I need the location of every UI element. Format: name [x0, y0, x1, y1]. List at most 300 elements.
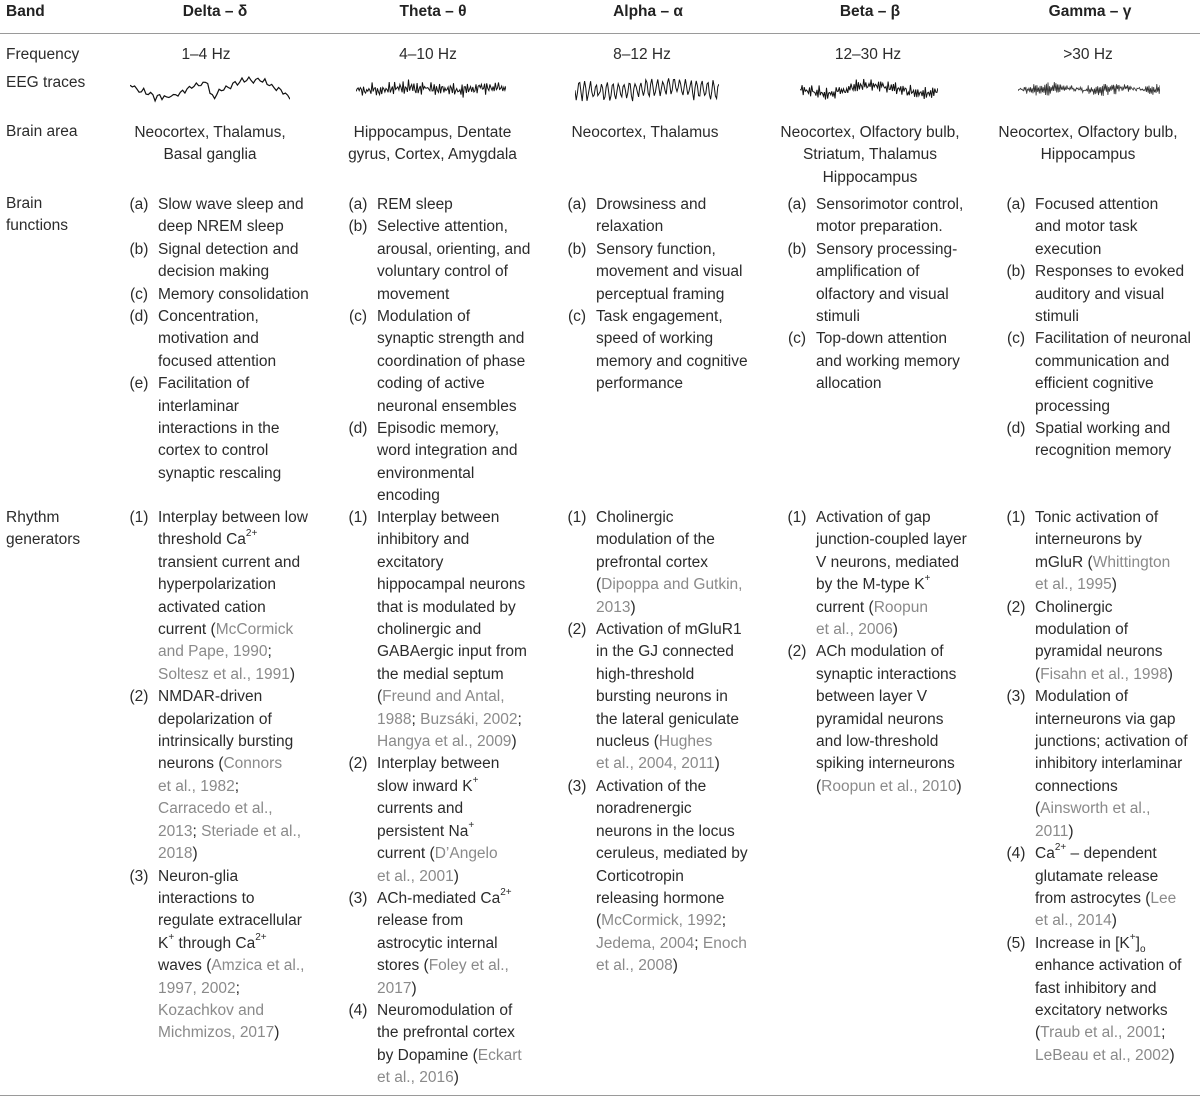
text-run: ): [192, 845, 198, 863]
text-run: +: [472, 774, 479, 786]
text-run: NMDAR-driven: [158, 688, 263, 706]
item-line: motivation and: [158, 330, 259, 348]
item-line: [596, 866, 762, 888]
item-marker: (d): [1006, 420, 1026, 438]
citation-link[interactable]: Whittington: [1092, 553, 1171, 571]
generators-delta: [126, 507, 324, 1045]
item-marker: (b): [129, 240, 149, 258]
functions-alpha: [564, 194, 762, 396]
item-line: coding of active: [377, 375, 485, 393]
item-line: perceptual framing: [596, 285, 725, 303]
brain-area-theta: [325, 122, 540, 167]
text-run: K: [158, 934, 169, 952]
item-line: Modulation of: [377, 308, 471, 326]
item-marker: (4): [348, 1001, 368, 1019]
text-run: threshold Ca: [158, 531, 246, 549]
item-line: [377, 552, 543, 574]
generator-item: [564, 776, 762, 978]
text-run: Neuromodulation of: [377, 1001, 513, 1019]
brain-area-delta: [110, 122, 310, 167]
text-run: ACh-mediated Ca: [377, 889, 501, 907]
item-line: [1035, 798, 1200, 820]
text-run: ): [714, 755, 720, 773]
text-run: Cholinergic: [596, 509, 674, 526]
citation-link[interactable]: 2011: [1035, 822, 1069, 840]
generator-item: [784, 641, 982, 798]
item-line: [1035, 619, 1200, 641]
item-line: [1035, 933, 1200, 955]
text-run: Activation of the: [596, 777, 707, 795]
function-item: [784, 328, 982, 395]
text-run: pyramidal neurons: [1035, 643, 1163, 661]
item-line: Sensory function,: [596, 240, 716, 258]
citation-link[interactable]: McCormick: [215, 621, 294, 639]
function-item: [784, 239, 982, 329]
generator-item: [126, 866, 324, 1045]
item-line: movement and visual: [596, 263, 743, 281]
citation-link[interactable]: LeBeau et al., 2002: [1035, 1046, 1170, 1064]
generator-item: [1003, 597, 1200, 687]
text-run: neurons in the locus: [596, 822, 735, 840]
item-line: [1035, 955, 1200, 977]
item-line: [596, 955, 762, 977]
item-line: [158, 1000, 324, 1022]
text-run: +: [1129, 931, 1136, 943]
text-run: spiking interneurons: [816, 755, 955, 773]
citation-link[interactable]: 2017: [377, 979, 412, 997]
text-run: slow inward K: [377, 777, 473, 795]
text-run: ;: [517, 710, 522, 728]
text-run: Neuron-glia: [158, 867, 239, 885]
item-line: Selective attention,: [377, 218, 508, 236]
item-line: [816, 686, 982, 708]
item-line: Sensory processing-: [816, 240, 958, 258]
text-run: o: [1139, 943, 1146, 955]
item-line: encoding: [377, 487, 440, 505]
item-line: [377, 1045, 543, 1067]
item-marker: (3): [129, 867, 149, 885]
text-run: ): [1111, 576, 1117, 594]
generator-item: [784, 507, 982, 641]
citation-link[interactable]: 2013: [158, 822, 193, 840]
item-line: word integration and: [377, 442, 518, 460]
text-run: (: [816, 777, 822, 795]
item-line: Sensorimotor control,: [816, 196, 964, 213]
item-line: [596, 910, 762, 932]
eeg-trace-beta: [800, 66, 938, 112]
citation-link[interactable]: et al., 2016: [377, 1069, 454, 1087]
citation-link[interactable]: Soltesz et al., 1991: [158, 665, 290, 683]
citation-link[interactable]: Lee: [1150, 889, 1177, 907]
text-run: modulation of the: [596, 531, 715, 549]
item-line: relaxation: [596, 218, 664, 236]
generator-item: [345, 888, 543, 1000]
text-run: ): [1068, 822, 1074, 840]
generator-item: [345, 507, 543, 753]
item-marker: (1): [348, 509, 368, 526]
item-line: [158, 709, 324, 731]
citation-link[interactable]: 2018: [158, 845, 193, 863]
frequency-delta: 1–4 Hz: [181, 46, 231, 63]
item-line: [596, 709, 762, 731]
citation-link[interactable]: and Pape, 1990: [158, 643, 268, 661]
item-line: [596, 821, 762, 843]
item-line: [1035, 1000, 1200, 1022]
text-run: – dependent: [1066, 845, 1157, 863]
item-line: efficient cognitive: [1035, 375, 1154, 393]
function-item: [1003, 328, 1200, 418]
item-line: Signal detection and: [158, 240, 299, 258]
item-line: [1035, 709, 1200, 731]
item-marker: (1): [1006, 509, 1026, 526]
item-marker: (c): [567, 308, 587, 326]
item-line: [158, 664, 324, 686]
item-marker: (b): [787, 240, 807, 258]
generator-item: [1003, 933, 1200, 1067]
item-line: recognition memory: [1035, 442, 1172, 460]
citation-link[interactable]: et al., 2006: [816, 621, 893, 639]
citation-link[interactable]: Kozachkov and: [158, 1001, 264, 1019]
item-line: [377, 910, 543, 932]
item-line: [596, 619, 762, 641]
citation-link[interactable]: et al., 1995: [1035, 576, 1112, 594]
eeg-trace-gamma: [1018, 66, 1160, 112]
citation-link[interactable]: Dipoppa and Gutkin,: [601, 576, 743, 594]
text-run: ): [511, 733, 517, 751]
item-marker: (c): [787, 330, 807, 348]
item-line: speed of working: [596, 330, 714, 348]
item-line: [596, 843, 762, 865]
citation-link[interactable]: D’Angelo: [434, 845, 498, 863]
citation-link[interactable]: Traub et al., 2001: [1040, 1024, 1162, 1042]
text-run: ;: [235, 979, 240, 997]
item-marker: (a): [129, 196, 149, 213]
item-line: Task engagement,: [596, 308, 723, 326]
text-run: ;: [721, 912, 727, 930]
text-run: enhance activation of: [1035, 957, 1182, 975]
citation-link[interactable]: Enoch: [702, 934, 747, 952]
eeg-trace-alpha: [575, 66, 719, 112]
citation-link[interactable]: Roopun: [873, 598, 929, 616]
item-line: stimuli: [816, 308, 860, 326]
item-line: [596, 507, 762, 529]
function-item: [345, 306, 543, 418]
functions-delta: [126, 194, 324, 485]
citation-link[interactable]: Roopun et al., 2010: [821, 777, 957, 795]
item-line: [377, 776, 543, 798]
brain-area-line: Neocortex, Thalamus: [571, 124, 719, 141]
item-line: [596, 798, 762, 820]
text-run: ceruleus, mediated by: [596, 845, 748, 863]
text-run: current (: [377, 845, 435, 863]
item-line: [596, 597, 762, 619]
citation-link[interactable]: Ainsworth et al.,: [1040, 800, 1151, 818]
text-run: activated cation: [158, 598, 266, 616]
item-line: [158, 507, 324, 529]
row-label-functions-line-2: functions: [6, 217, 69, 235]
text-run: hyperpolarization: [158, 576, 277, 594]
header-alpha: Alpha – α: [613, 3, 683, 20]
function-item: [126, 239, 324, 284]
citation-link[interactable]: Hangya et al., 2009: [377, 733, 512, 751]
text-run: glutamate release: [1035, 867, 1159, 885]
citation-link[interactable]: et al., 2001: [377, 867, 454, 885]
text-run: ;: [694, 934, 703, 952]
item-line: [158, 1022, 324, 1044]
citation-link[interactable]: Amzica et al.,: [211, 957, 305, 975]
frequency-beta: 12–30 Hz: [834, 46, 902, 63]
citation-link[interactable]: Eckart: [477, 1046, 522, 1064]
item-marker: (2): [348, 755, 368, 773]
item-line: auditory and visual: [1035, 285, 1165, 303]
text-run: (: [1035, 800, 1041, 818]
item-marker: (5): [1006, 934, 1026, 952]
brain-area-beta: [760, 122, 980, 189]
text-run: fast inhibitory and: [1035, 979, 1157, 997]
item-marker: (1): [787, 509, 807, 526]
item-marker: (2): [1006, 598, 1026, 616]
item-line: [377, 1022, 543, 1044]
text-run: mGluR (: [1035, 553, 1093, 571]
generators-theta: [345, 507, 543, 1090]
text-run: ): [274, 1024, 280, 1042]
citation-link[interactable]: 1988: [377, 710, 412, 728]
item-line: stimuli: [1035, 308, 1079, 326]
item-line: [158, 597, 324, 619]
item-line: [377, 597, 543, 619]
functions-beta: [784, 194, 982, 396]
citation-link[interactable]: 1997, 2002: [158, 979, 236, 997]
text-run: the prefrontal cortex: [377, 1024, 515, 1042]
text-run: ;: [192, 822, 202, 840]
text-run: ): [672, 957, 678, 975]
item-line: communication and: [1035, 352, 1170, 370]
item-line: [377, 574, 543, 596]
item-line: [158, 955, 324, 977]
generator-item: [1003, 843, 1200, 933]
text-run: modulation of: [1035, 621, 1129, 639]
text-run: synaptic interactions: [816, 665, 957, 683]
text-run: cholinergic and: [377, 621, 482, 639]
citation-link[interactable]: et al., 2004, 2011: [596, 755, 715, 773]
item-line: [596, 933, 762, 955]
item-line: cortex to control: [158, 442, 269, 460]
text-run: ): [1169, 1046, 1175, 1064]
row-label-frequency: Frequency: [6, 46, 80, 63]
brain-area-line: Neocortex, Olfactory bulb,: [998, 124, 1178, 141]
item-marker: (c): [1006, 330, 1026, 348]
item-marker: (3): [1006, 688, 1026, 706]
text-run: excitatory networks: [1035, 1001, 1168, 1019]
item-line: [158, 866, 324, 888]
text-run: connections: [1035, 777, 1118, 795]
item-line: [596, 686, 762, 708]
item-marker: (b): [567, 240, 587, 258]
item-line: olfactory and visual: [816, 285, 949, 303]
text-run: (: [1035, 1024, 1041, 1042]
text-run: noradrenergic: [596, 800, 692, 818]
item-line: interactions in the: [158, 420, 280, 438]
text-run: prefrontal cortex: [596, 553, 708, 571]
item-line: [1035, 641, 1200, 663]
item-line: [1035, 597, 1200, 619]
item-marker: (c): [348, 308, 368, 326]
citation-link[interactable]: Carracedo et al.,: [158, 800, 273, 818]
function-item: [564, 239, 762, 306]
text-run: Ca: [1035, 845, 1055, 863]
citation-link[interactable]: Hughes: [658, 733, 713, 751]
item-line: [158, 529, 324, 551]
citation-link[interactable]: Buzsáki, 2002: [420, 710, 518, 728]
item-line: [158, 641, 324, 663]
brain-area-gamma: [978, 122, 1198, 167]
function-item: [126, 284, 324, 306]
item-line: [596, 529, 762, 551]
text-run: ;: [234, 777, 240, 795]
frequency-alpha: 8–12 Hz: [613, 46, 671, 63]
row-label-generators-line-2: generators: [6, 531, 81, 549]
header-band: Band: [6, 3, 45, 20]
item-line: [158, 933, 324, 955]
item-line: [158, 978, 324, 1000]
item-marker: (e): [129, 375, 149, 393]
item-marker: (3): [348, 889, 368, 907]
text-run: 2+: [255, 931, 267, 943]
generator-item: [126, 686, 324, 865]
item-line: [158, 619, 324, 641]
text-run: Interplay between low: [158, 509, 308, 526]
item-line: [816, 641, 982, 663]
text-run: hippocampal neurons: [377, 576, 526, 594]
row-label-functions-line-1: Brain: [6, 195, 43, 212]
text-run: nucleus (: [596, 733, 659, 751]
item-line: Facilitation of neuronal: [1035, 330, 1191, 348]
item-line: Memory consolidation: [158, 285, 309, 303]
function-item: [126, 194, 324, 239]
citation-link[interactable]: et al., 2008: [596, 957, 673, 975]
text-run: releasing hormone: [596, 889, 725, 907]
text-run: ]: [1135, 934, 1140, 952]
text-run: Interplay between: [377, 509, 500, 526]
item-line: [1035, 978, 1200, 1000]
item-line: Focused attention: [1035, 196, 1159, 213]
item-line: Drowsiness and: [596, 196, 707, 213]
citation-link[interactable]: 2013: [596, 598, 631, 616]
text-run: from astrocytes (: [1035, 889, 1151, 907]
text-run: ): [956, 777, 962, 795]
item-line: memory and cognitive: [596, 352, 748, 370]
citation-link[interactable]: Fisahn et al., 1998: [1040, 665, 1168, 683]
text-run: current (: [158, 621, 216, 639]
item-marker: (4): [1006, 845, 1026, 863]
text-run: between layer V: [816, 688, 928, 706]
citation-link[interactable]: Freund and Antal,: [382, 688, 505, 706]
function-item: [345, 418, 543, 508]
item-marker: (1): [567, 509, 587, 526]
item-line: [1035, 686, 1200, 708]
citation-link[interactable]: et al., 2014: [1035, 912, 1112, 930]
text-run: that is modulated by: [377, 598, 516, 616]
text-run: ): [453, 867, 459, 885]
text-run: astrocytic internal: [377, 934, 498, 952]
frequency-gamma: >30 Hz: [1063, 46, 1113, 63]
generator-item: [564, 507, 762, 619]
generator-item: [345, 753, 543, 887]
text-run: release from: [377, 912, 464, 930]
text-run: by the M-type K: [816, 576, 925, 594]
item-line: [1035, 910, 1200, 932]
text-run: currents and: [377, 800, 464, 818]
text-run: Interplay between: [377, 755, 500, 773]
item-line: [377, 933, 543, 955]
item-marker: (1): [129, 509, 149, 526]
text-run: waves (: [158, 957, 212, 975]
text-run: ;: [267, 643, 272, 661]
citation-link[interactable]: Connors: [223, 755, 283, 773]
item-line: Responses to evoked: [1035, 263, 1185, 281]
item-line: [596, 641, 762, 663]
text-run: interneurons by: [1035, 531, 1142, 549]
item-line: motor preparation.: [816, 218, 943, 236]
citation-link[interactable]: Steriade et al.,: [201, 822, 302, 840]
citation-link[interactable]: Jedema, 2004: [596, 934, 695, 952]
generator-item: [126, 507, 324, 686]
item-line: [816, 619, 982, 641]
text-run: +: [168, 931, 175, 943]
text-run: in the GJ connected: [596, 643, 734, 661]
text-run: Increase in [K: [1035, 934, 1130, 952]
item-line: [158, 776, 324, 798]
header-rule: [0, 33, 1200, 34]
text-run: junction-coupled layer: [816, 531, 967, 549]
generator-item: [1003, 507, 1200, 597]
item-line: [377, 1000, 543, 1022]
text-run: ): [1167, 665, 1173, 683]
brain-area-line: Hippocampus: [822, 168, 918, 186]
text-run: bursting neurons in: [596, 688, 728, 706]
text-run: interneurons via gap: [1035, 710, 1176, 728]
citation-link[interactable]: Foley et al.,: [428, 957, 509, 975]
citation-link[interactable]: Michmizos, 2017: [158, 1024, 275, 1042]
text-run: the medial septum: [377, 665, 504, 683]
brain-area-line: Basal ganglia: [163, 146, 257, 164]
item-line: [816, 574, 982, 596]
item-line: [158, 821, 324, 843]
citation-link[interactable]: McCormick, 1992: [601, 912, 722, 930]
functions-gamma: [1003, 194, 1200, 463]
item-line: [816, 753, 982, 775]
item-marker: (d): [348, 420, 368, 438]
item-line: [377, 641, 543, 663]
item-line: [816, 507, 982, 529]
item-line: [816, 709, 982, 731]
item-line: [596, 552, 762, 574]
item-line: [1035, 821, 1200, 843]
item-line: [596, 888, 762, 910]
generator-item: [1003, 686, 1200, 843]
text-run: ACh modulation of: [816, 643, 944, 661]
item-line: environmental: [377, 464, 475, 482]
item-line: Slow wave sleep and: [158, 196, 304, 213]
bottom-rule: [0, 1095, 1200, 1096]
item-line: movement: [377, 285, 450, 303]
item-line: allocation: [816, 375, 882, 393]
citation-link[interactable]: et al., 1982: [158, 777, 235, 795]
function-item: [1003, 194, 1200, 261]
frequency-theta: 4–10 Hz: [399, 46, 457, 63]
item-line: processing: [1035, 397, 1110, 415]
header-beta: Beta – β: [839, 3, 901, 20]
